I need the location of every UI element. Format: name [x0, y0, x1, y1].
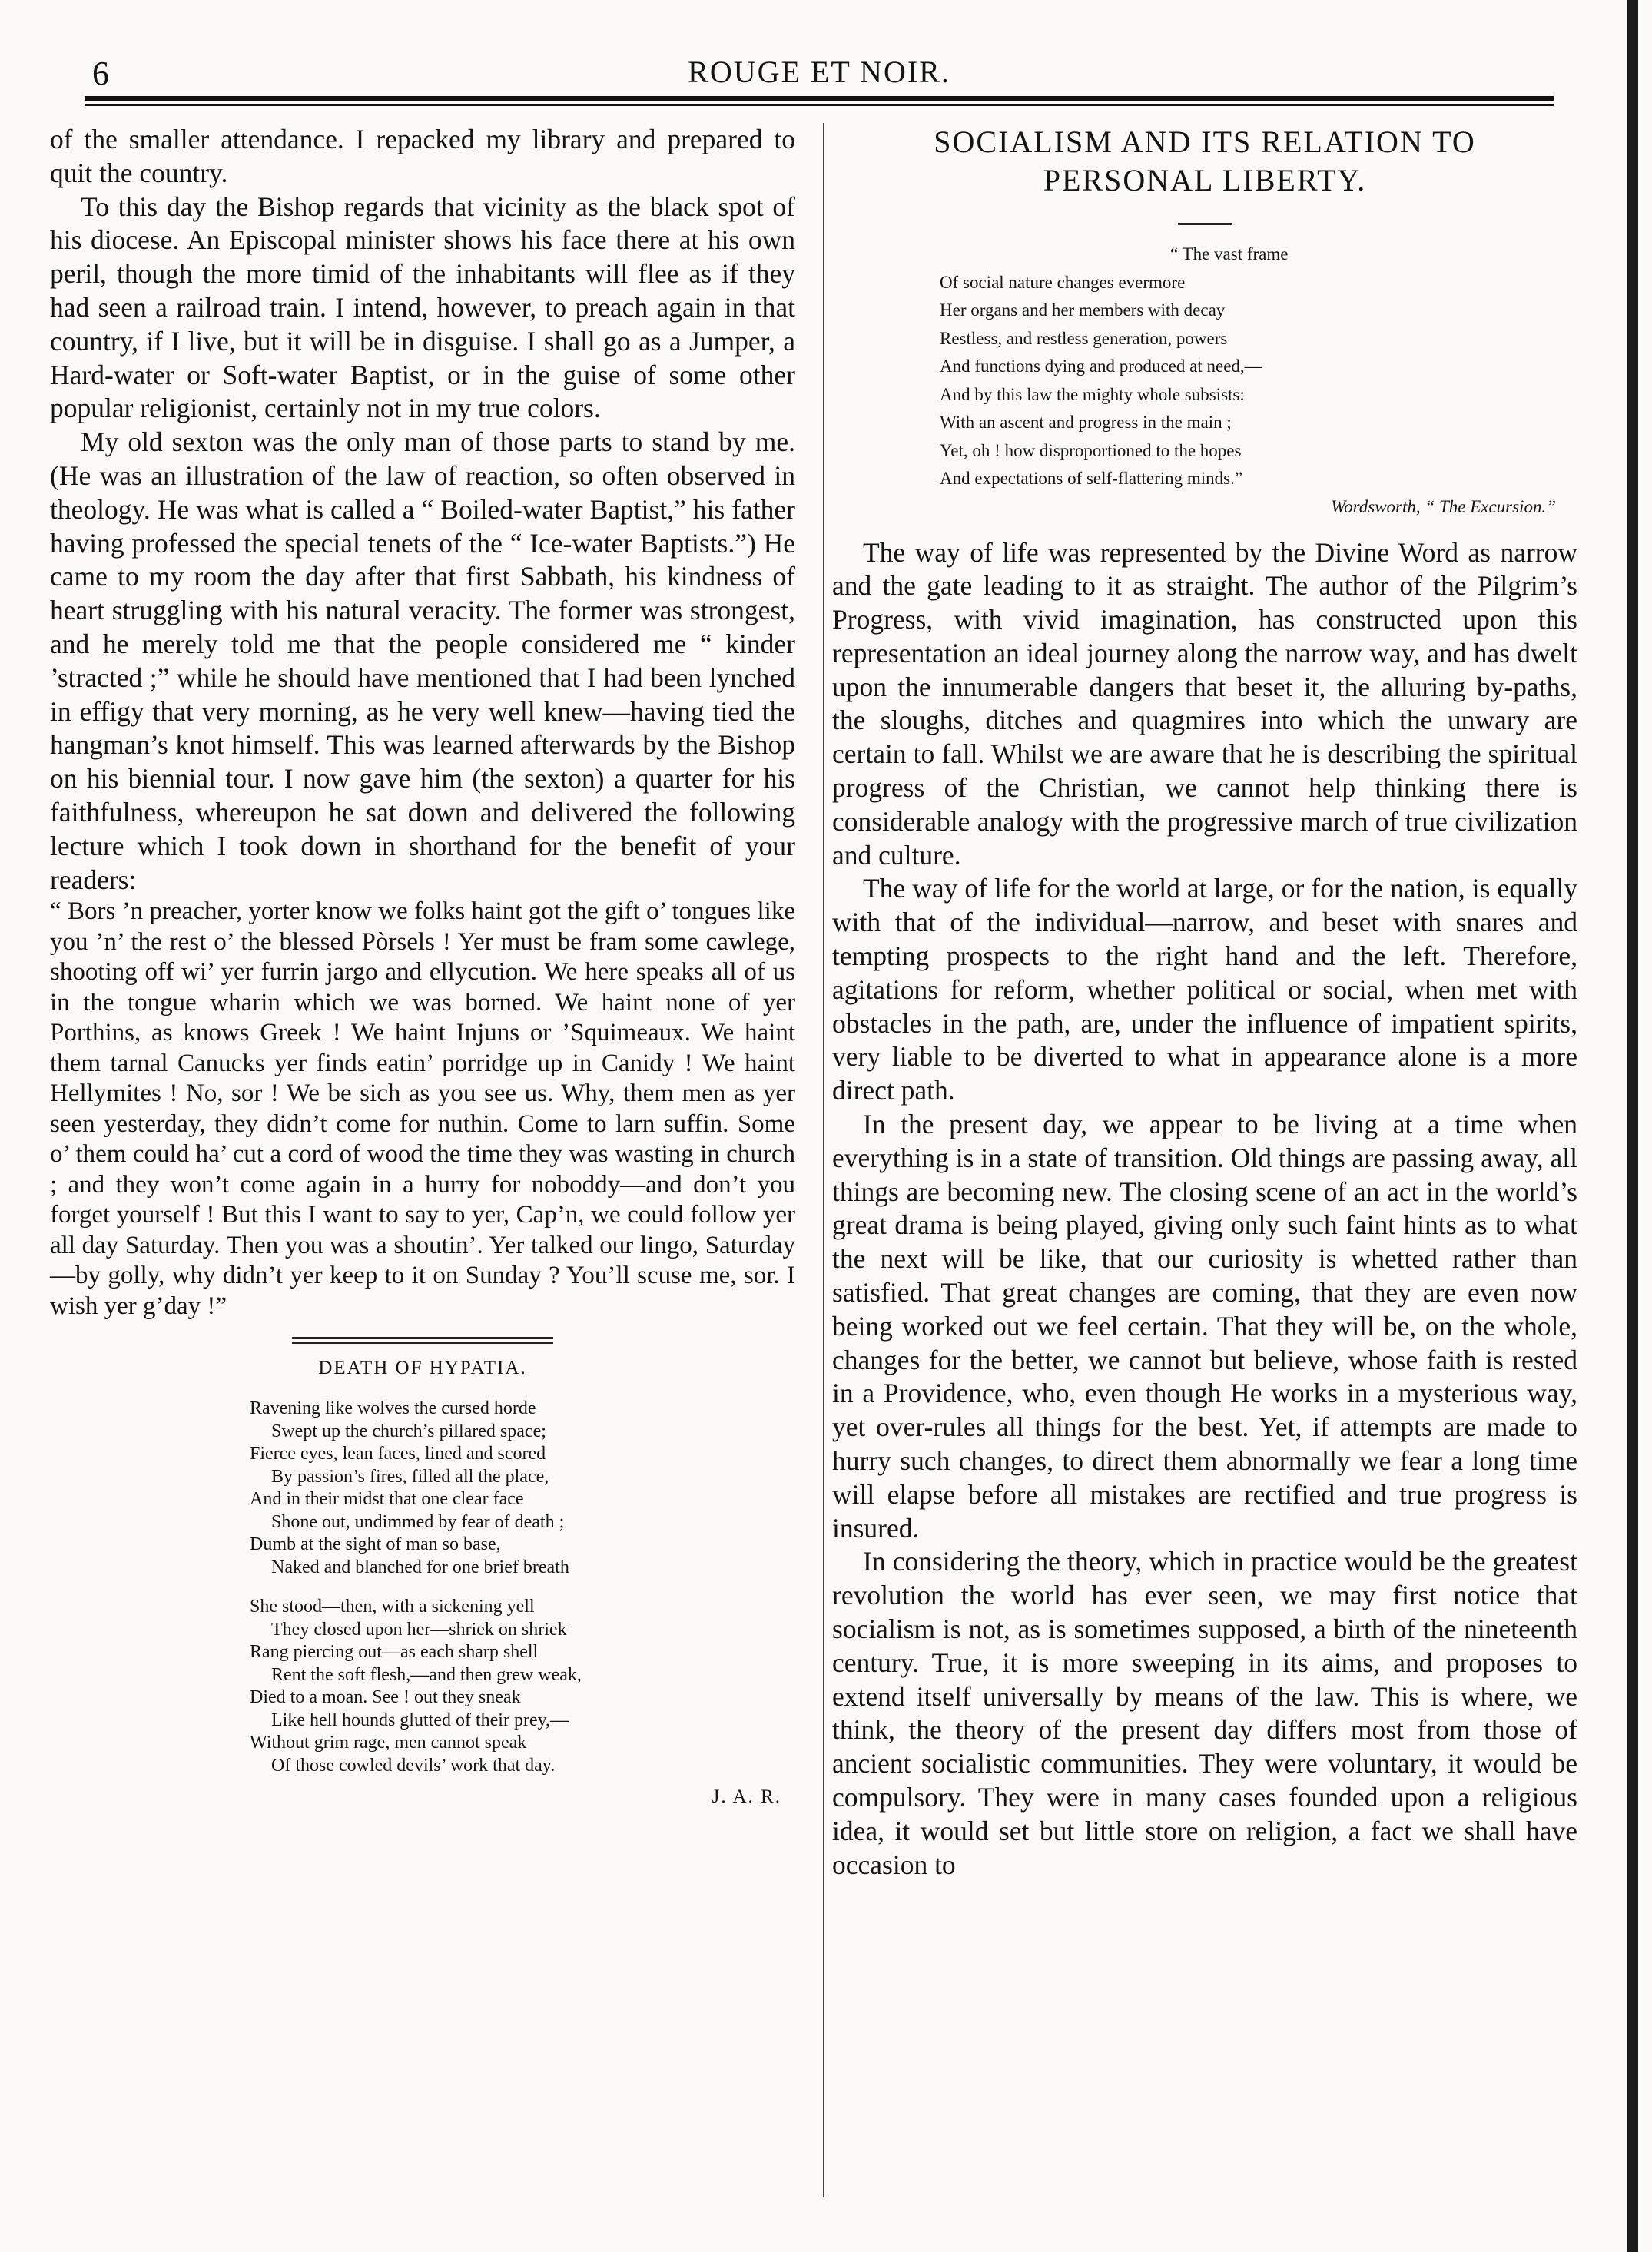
body-paragraph: In the present day, we appear to be living at a time when everything is in a state of transition. Old things are passing away, all things are becoming new. The closing scene of an act in the world’s great drama is being played, giving only such faint hints as to what the next will be like, that our curiosity is whetted rather than satisfied. That great changes are coming, that they are even now being worked out we feel certain. That they will be, on the whole, changes for the better, we cannot but believe, whose faith is rested in a Providence, who, even though He works in a mysterious way, yet over-rules all things for the best. Yet, if attempts are made to hurry such changes, to direct them abnormally we fear a long time will elapse before all mistakes are rectified and true progress is insured.	[832, 1109, 1577, 1544]
body-paragraph: My old sexton was the only man of those parts to stand by me. (He was an illustration of the law of reaction, so often observed in theology. He was what is called a “ Boiled-water Baptist,” his father having professed the special tenets of the “ Ice-water Baptists.”) He came to my room the day after that first Sabbath, his kindness of heart struggling with his natural veracity. The former was strongest, and he merely told me that the people considered me “ kinder ’stracted ;” while he should have mentioned that I had been lynched in effigy that very morning, as he very well knew—having tied the hangman’s knot himself. This was learned afterwards by the Bishop on his biennial tour. I now gave him (the sexton) a quarter for his faithfulness, whereupon he sat down and delivered the following lecture which I took down in shorthand for the benefit of your readers:	[50, 426, 795, 895]
poem-line: Swept up the church’s pillared space;	[271, 1421, 546, 1441]
poem-line: Like hell hounds glutted of their prey,—	[271, 1710, 569, 1730]
epigraph-line: Restless, and restless generation, powers	[940, 328, 1228, 348]
page-number: 6	[92, 55, 109, 92]
epigraph-line: With an ascent and progress in the main ;	[940, 413, 1232, 432]
poem-line: Rent the soft flesh,—and then grew weak,	[271, 1664, 582, 1685]
body-paragraph: The way of life was represented by the Divine Word as narrow and the gate leading to it as straight. The author of the Pilgrim’s Progress, with vivid imagination, has constructed upon this representation an ideal journey along the narrow way, and has dwelt upon the innumerable dangers that beset it, the alluring by-paths, the sloughs, ditches and quagmires into which the unwary are certain to fall. Whilst we are aware that he is describing the spiritual progress of the Christian, we cannot help thinking there is considerable analogy with the progressive march of true civilization and culture.	[832, 536, 1577, 871]
poem-line: Died to a moan. See ! out they sneak	[250, 1687, 521, 1708]
column-divider	[823, 123, 824, 2197]
right-column	[832, 123, 1577, 1882]
poem-line: By passion’s fires, filled all the place,	[271, 1466, 549, 1487]
poem-line: Shone out, undimmed by fear of death ;	[271, 1511, 565, 1532]
epigraph-line: And expectations of self-flattering minds.”	[940, 469, 1243, 488]
left-column	[50, 123, 795, 1808]
poem-line: Fierce eyes, lean faces, lined and scored	[250, 1444, 546, 1464]
running-title: ROUGE ET NOIR.	[688, 55, 950, 89]
poem-line: And in their midst that one clear face	[250, 1489, 524, 1510]
header-rule-thick	[85, 96, 1554, 101]
epigraph-line: Of social nature changes evermore	[940, 272, 1186, 292]
poem-line: Ravening like wolves the cursed horde	[250, 1398, 536, 1419]
body-paragraph: The way of life for the world at large, or for the nation, is equally with that of the individual—narrow, and beset with snares and tempting prospects to the right hand and the left. Therefore, agitations for reform, whether political or social, when met with obstacles in the path, are, under the influence of impatient spirits, very liable to be diverted to what in appearance alone is a more direct path.	[832, 873, 1577, 1106]
poem-body	[250, 1398, 795, 1777]
epigraph-line: And functions dying and produced at need,—	[940, 357, 1262, 376]
section-divider	[292, 1337, 553, 1344]
epigraph-line: Yet, oh ! how disproportioned to the hopes	[940, 440, 1242, 460]
epigraph-line: “ The vast frame	[1170, 244, 1289, 264]
body-paragraph: To this day the Bishop regards that vicinity as the black spot of his diocese. An Episcopal minister shows his face there at his own peril, though the more timid of the inhabitants will flee as if they had seen a railroad train. I intend, however, to preach again in that country, if I live, but it will be in disguise. I shall go as a Jumper, a Hard-water or Soft-water Baptist, or in the guise of some other popular religionist, certainly not in my true colors.	[50, 191, 795, 424]
poem-signature: J. A. R.	[712, 1786, 781, 1808]
epigraph-line: Her organs and her members with decay	[940, 300, 1226, 320]
title-divider	[1178, 223, 1232, 225]
body-paragraph: of the smaller attendance. I repacked my library and prepared to quit the country.	[50, 124, 795, 188]
body-paragraph: In considering the theory, which in practice would be the greatest revolution the world has ever seen, we may first notice that socialism is not, as is sometimes supposed, a birth of the nineteenth century. True, it is more sweeping in its aims, and proposes to extend itself universally by means of the law. This is where, we think, the theory of the present day differs most from those of ancient socialistic communities. They were voluntary, it would be compulsory. They were in many cases founded upon a religious idea, it would set but little store on religion, a fact we shall have occasion to	[832, 1546, 1577, 1880]
poem-title: DEATH OF HYPATIA.	[318, 1358, 527, 1379]
epigraph-attribution: Wordsworth, “ The Excursion.”	[1331, 496, 1556, 516]
dialect-quote-paragraph: “ Bors ’n preacher, yorter know we folks haint got the gift o’ tongues like you ’n’ the rest o’ the blessed Pòrsels ! Yer must be fram some cawlege, shooting off wi’ yer furrin jargo and ellycution. We here speaks all of us in the tongue wharin which we was borned. We haint none of yer Porthins, as knows Greek ! We haint Injuns or ’Squimeaux. We haint them tarnal Canucks yer finds eatin’ porridge up in Canidy ! We haint Hellymites ! No, sor ! We be sich as you see us. Why, them men as yer seen yesterday, they didn’t come for nuthin. Come to larn suffin. Some o’ them could ha’ cut a cord of wood the time they was wasting in church ; and they won’t come again in a hurry for noboddy—and don’t you forget yourself ! But this I want to say to yer, Cap’n, we could follow yer all day Saturday. Then you was a shoutin’. Yer talked our lingo, Saturday—by golly, why didn’t yer keep to it on Sunday ? You’ll scuse me, sor. I wish yer g’day !”	[50, 897, 795, 1320]
poem-line: Dumb at the sight of man so base,	[250, 1534, 501, 1555]
poem-line: Without grim rage, men cannot speak	[250, 1733, 527, 1753]
epigraph	[940, 240, 1539, 493]
article-title: SOCIALISM AND ITS RELATION TO	[934, 124, 1476, 159]
poem-line: Rang piercing out—as each sharp shell	[250, 1642, 539, 1663]
article-title-continued: PERSONAL LIBERTY.	[1043, 163, 1367, 197]
page-edge-border	[1627, 0, 1638, 2252]
header-rule-thin	[85, 104, 1554, 106]
poem-line: Of those cowled devils’ work that day.	[271, 1755, 556, 1776]
stanza-break	[250, 1579, 795, 1596]
page-header	[85, 46, 1554, 92]
poem-line: They closed upon her—shriek on shriek	[271, 1619, 567, 1640]
poem-line: She stood—then, with a sickening yell	[250, 1597, 535, 1617]
epigraph-line: And by this law the mighty whole subsists:	[940, 384, 1245, 404]
poem-line: Naked and blanched for one brief breath	[271, 1557, 569, 1577]
